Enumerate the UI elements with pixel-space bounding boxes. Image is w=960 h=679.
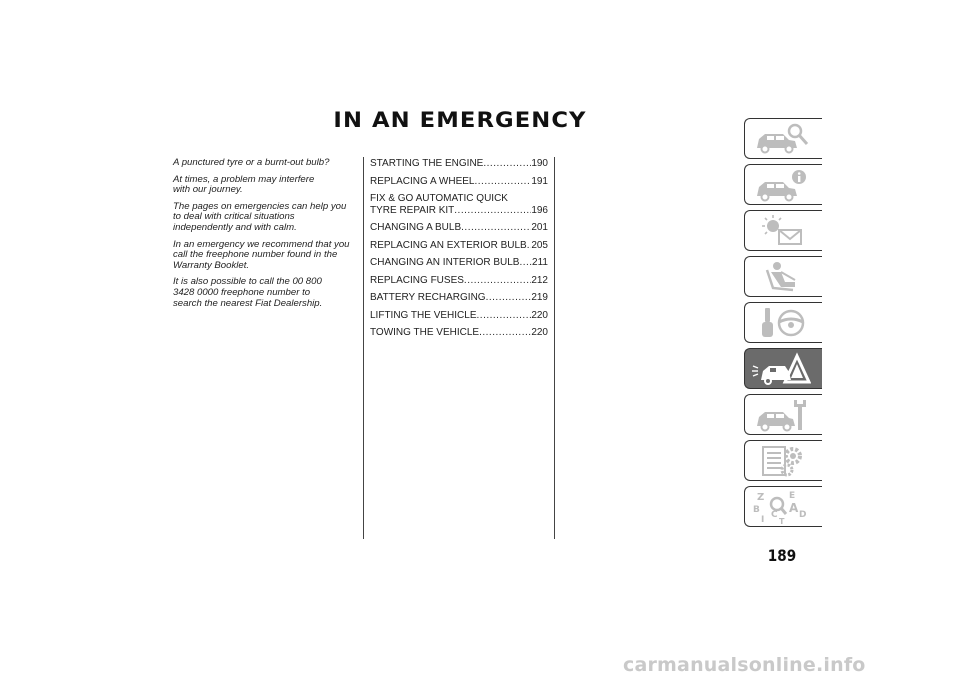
- toc-entry-label: REPLACING FUSES: [370, 274, 464, 286]
- tab-warning-lights[interactable]: [744, 210, 822, 251]
- intro-paragraph: At times, a problem may interfere with our journey.: [173, 173, 315, 196]
- intro-paragraph: In an emergency we recommend that you call the freephone number found in the Warranty Booklet.: [173, 238, 350, 271]
- toc-entry-battery-recharging[interactable]: [370, 292, 548, 304]
- toc-leader-dots: [454, 205, 531, 217]
- car-warning-triangle-icon: [751, 352, 811, 386]
- tab-knowing-your-car[interactable]: [744, 118, 822, 159]
- intro-paragraph: A punctured tyre or a burnt-out bulb?: [173, 157, 330, 168]
- toc-entry-page: 205: [531, 239, 548, 251]
- index-letter: I: [761, 515, 765, 524]
- toc-entry-page: 196: [531, 204, 548, 216]
- toc-entry-label: TOWING THE VEHICLE: [370, 327, 480, 338]
- tab-safety[interactable]: [744, 256, 822, 297]
- alphabetical-index-icon: [751, 490, 811, 524]
- column-divider: [554, 157, 555, 539]
- index-letter: Z: [757, 492, 765, 503]
- toc-entry-label: BATTERY RECHARGING: [370, 292, 486, 303]
- intro-text: [173, 158, 358, 315]
- tab-servicing-care[interactable]: [744, 394, 822, 435]
- toc-leader-dots: [477, 310, 532, 322]
- toc-entry-replacing-wheel[interactable]: [370, 176, 548, 188]
- tab-technical-data[interactable]: [744, 440, 822, 481]
- toc-entry-label: CHANGING A BULB: [370, 222, 462, 233]
- toc-leader-dots: [519, 257, 532, 269]
- seat-person-icon: [751, 260, 811, 294]
- toc-entry-label: REPLACING A WHEEL: [370, 175, 475, 187]
- toc-entry-page: 201: [531, 222, 548, 233]
- toc-entry-page: 220: [531, 309, 548, 321]
- intro-paragraph: The pages on emergencies can help you to deal with critical situations independently and with calm.: [173, 200, 347, 233]
- tab-index[interactable]: [744, 486, 822, 527]
- section-tabs: [744, 118, 822, 532]
- toc-entry-label: CHANGING AN INTERIOR BULB: [370, 257, 520, 268]
- toc-leader-dots: [483, 158, 531, 170]
- toc-leader-dots: [479, 327, 531, 339]
- key-steering-wheel-icon: [751, 306, 811, 340]
- toc-entry-label: FIX & GO AUTOMATIC QUICK: [370, 193, 508, 204]
- toc-entry-page: 220: [531, 327, 548, 338]
- toc-leader-dots: [486, 292, 532, 304]
- toc-leader-dots: [464, 275, 531, 287]
- index-letter: C: [771, 510, 778, 520]
- toc-entry-page: 212: [531, 274, 548, 286]
- index-letter: E: [789, 491, 796, 501]
- toc-leader-dots: [461, 222, 531, 234]
- toc-entry-towing-vehicle[interactable]: [370, 327, 548, 339]
- column-divider: [363, 157, 364, 539]
- toc-entry-lifting-vehicle[interactable]: [370, 310, 548, 322]
- toc-entry-page: 191: [531, 175, 548, 187]
- toc-entry-page: 190: [531, 158, 548, 169]
- data-gear-icon: [751, 444, 811, 478]
- toc-entry-label: TYRE REPAIR KIT: [370, 204, 455, 216]
- car-search-icon: [751, 122, 811, 156]
- warning-light-message-icon: [751, 214, 811, 248]
- toc-entry-page: 219: [531, 292, 548, 303]
- tab-in-an-emergency[interactable]: [744, 348, 822, 389]
- watermark: carmanualsonline.info: [623, 654, 866, 676]
- toc-entry-exterior-bulb[interactable]: [370, 240, 548, 252]
- toc-entry-label: STARTING THE ENGINE: [370, 158, 484, 169]
- toc-entry-label: REPLACING AN EXTERIOR BULB: [370, 239, 527, 251]
- toc-entry-interior-bulb[interactable]: [370, 257, 548, 269]
- toc-entry-label: LIFTING THE VEHICLE: [370, 309, 477, 321]
- car-wrench-icon: [751, 398, 811, 432]
- tab-getting-to-know[interactable]: [744, 164, 822, 205]
- toc-entry-replacing-fuses[interactable]: [370, 275, 548, 287]
- toc-entry-starting-engine[interactable]: [370, 158, 548, 170]
- index-letter: A: [789, 501, 799, 515]
- car-info-icon: [751, 168, 811, 202]
- page-title: IN AN EMERGENCY: [333, 108, 587, 132]
- table-of-contents: [370, 158, 548, 345]
- toc-leader-dots: [474, 176, 531, 188]
- toc-entry-page: 211: [532, 257, 548, 268]
- toc-entry-tyre-repair-kit[interactable]: [370, 193, 548, 216]
- intro-paragraph: It is also possible to call the 00 800 3428 0000 freephone number to search the nearest Fiat Dealership.: [173, 276, 323, 309]
- index-letter: T: [779, 517, 785, 524]
- page-number: 189: [767, 546, 797, 565]
- tab-starting-driving[interactable]: [744, 302, 822, 343]
- toc-entry-changing-bulb[interactable]: [370, 222, 548, 234]
- index-letter: D: [799, 510, 807, 520]
- index-letter: B: [753, 505, 760, 515]
